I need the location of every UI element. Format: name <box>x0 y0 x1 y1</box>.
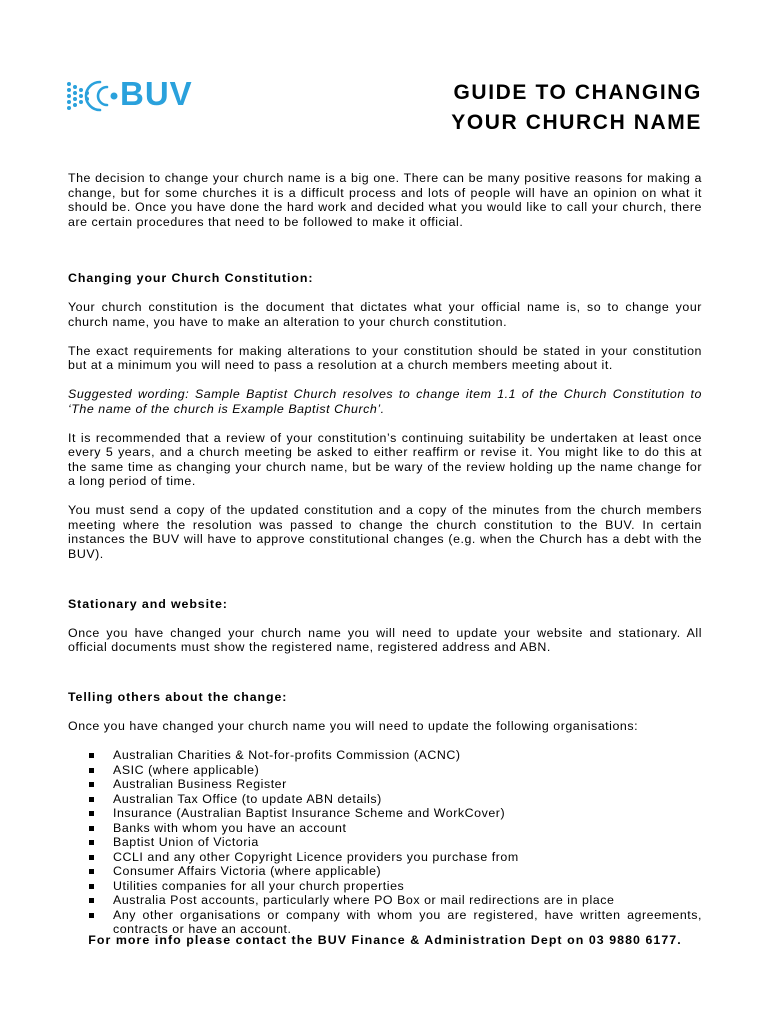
bullet-icon <box>89 855 94 860</box>
bullet-icon <box>89 826 94 831</box>
bullet-icon <box>89 768 94 773</box>
list-item: CCLI and any other Copyright Licence providers you purchase from <box>68 850 702 865</box>
contact-footer: For more info please contact the BUV Finance & Administration Dept on 03 9880 6177. <box>88 933 682 947</box>
title-line-1: GUIDE TO CHANGING <box>453 81 702 104</box>
document-body <box>68 171 702 937</box>
bullet-icon <box>89 869 94 874</box>
constitution-paragraph-4: It is recommended that a review of your constitution’s continuing suitability be undertaken at least once every 5 years, and a church meeting be asked to either reaffirm or revise it. You might like to do this at the same time as changing your church name, but be wary of the review holding up the name change for a long period of time. <box>68 430 702 488</box>
section-heading-telling-others: Telling others about the change: <box>68 690 288 704</box>
bullet-icon <box>89 913 94 918</box>
list-item: Any other organisations or company with whom you are registered, have written agreements, contracts or have an account. <box>68 908 702 937</box>
list-item: Insurance (Australian Baptist Insurance Scheme and WorkCover) <box>68 806 702 821</box>
telling-others-paragraph: Once you have changed your church name you will need to update the following organisations: <box>68 719 639 733</box>
list-item: Baptist Union of Victoria <box>68 835 702 850</box>
bullet-icon <box>89 753 94 758</box>
stationary-paragraph: Once you have changed your church name you will need to update your website and stationary. All official documents must show the registered name, registered address and ABN. <box>68 625 702 654</box>
bullet-icon <box>89 898 94 903</box>
logo-wordmark: BUV <box>120 75 193 112</box>
constitution-paragraph-5: You must send a copy of the updated constitution and a copy of the minutes from the church members meeting where the resolution was passed to change the church constitution to the BUV. In certain instances the BUV will have to approve constitutional changes (e.g. when the Church has a debt with the BUV). <box>68 503 702 561</box>
list-item: Utilities companies for all your church properties <box>68 879 702 894</box>
list-item: Banks with whom you have an account <box>68 821 702 836</box>
bullet-icon <box>89 811 94 816</box>
list-item: Consumer Affairs Victoria (where applicable) <box>68 864 702 879</box>
bullet-icon <box>89 884 94 889</box>
bullet-icon <box>89 840 94 845</box>
intro-paragraph: The decision to change your church name is a big one. There can be many positive reasons for making a change, but for some churches it is a difficult process and lots of people will have an opinion on what it should be. Once you have done the hard work and decided what you would like to call your church, there are certain procedures that need to be followed to make it official. <box>68 171 702 229</box>
bullet-icon <box>89 782 94 787</box>
suggested-wording: Suggested wording: Sample Baptist Church resolves to change item 1.1 of the Church Constitution to ‘The name of the church is Example Baptist Church’. <box>68 387 702 416</box>
list-item: Australian Business Register <box>68 777 702 792</box>
list-item: ASIC (where applicable) <box>68 763 702 778</box>
list-item: Australian Tax Office (to update ABN details) <box>68 792 702 807</box>
list-item: Australia Post accounts, particularly where PO Box or mail redirections are in place <box>68 893 702 908</box>
bullet-icon <box>89 797 94 802</box>
constitution-paragraph-2: The exact requirements for making alterations to your constitution should be stated in your constitution but at a minimum you will need to pass a resolution at a church members meeting about it. <box>68 343 702 372</box>
organisations-list <box>68 748 702 937</box>
constitution-paragraph-1: Your church constitution is the document that dictates what your official name is, so to change your church name, you have to make an alteration to your church constitution. <box>68 300 702 329</box>
section-heading-constitution: Changing your Church Constitution: <box>68 271 314 285</box>
page-title <box>451 78 702 138</box>
section-heading-stationary: Stationary and website: <box>68 596 228 611</box>
title-line-2: YOUR CHURCH NAME <box>451 111 702 134</box>
list-item: Australian Charities & Not-for-profits Commission (ACNC) <box>68 748 702 763</box>
